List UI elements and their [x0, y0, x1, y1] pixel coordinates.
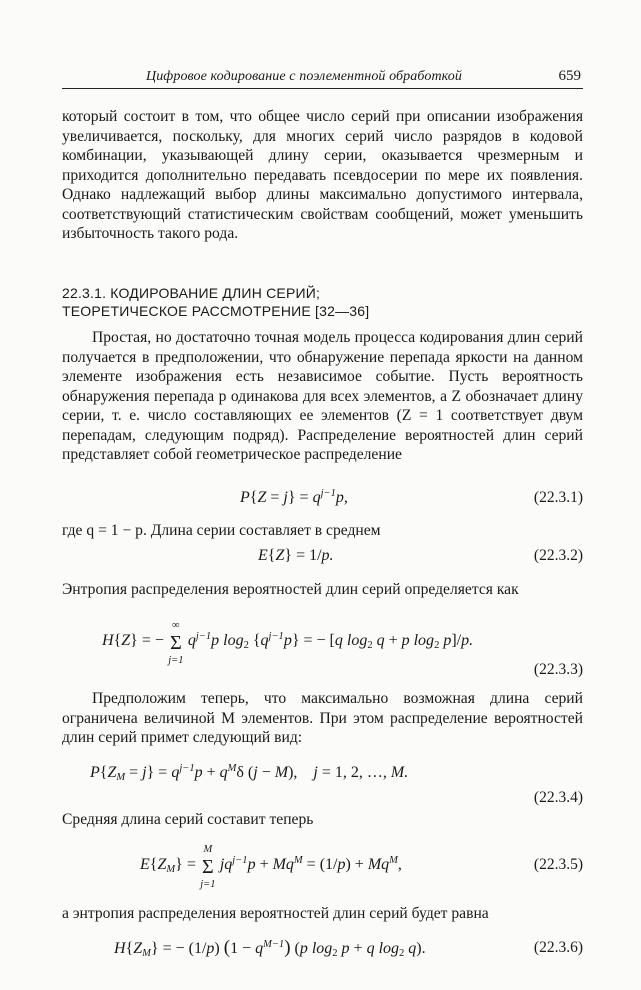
running-title: Цифровое кодирование с поэлементной обработкой — [146, 69, 462, 84]
section-heading — [62, 284, 583, 320]
equation-22-3-3 — [62, 620, 583, 666]
equation-number: (22.3.3) — [533, 661, 583, 678]
paragraph-model: Простая, но достаточно точная модель процесса кодирования длин серий получается в предположении, что обнаружение перепада яркости на данном элементе изображения есть независимое событие. Пусть вероятность обнаружения перепада p одинакова для всех элементов, а Z обозначает длину серии, т. е. число составляющих ее элементов (Z = 1 соответствует двум перепадам, следующим подряд). Распределение вероятностей длин серий представляет собой геометрическое распределение — [62, 329, 583, 463]
equation-22-3-1 — [62, 485, 583, 511]
equation-22-3-5-expression: $E\{Z_M\}$ = M Σ j=1 $jq^{j-1}p + Mq^M = (1/p) + Mq^M$, — [140, 844, 402, 890]
paragraph-entropy-bounded: а энтропия распределения вероятностей длин серий будет равна — [62, 905, 489, 922]
equation-22-3-4-expression: $P\{Z_M = j\} = q^{j-1}p + q^M\delta$ (j − M), j = 1, 2, …, M. — [90, 763, 409, 784]
page-number: 659 — [558, 68, 581, 84]
equation-22-3-3-expression: H{Z} = − ∞ Σ j=1 $q^{j-1}p$ $\log_2 \{q^{j-1}p\}$ = − [q $\log_2 q + p$ $\log_2 p]/p$. — [102, 620, 474, 666]
equation-22-3-6 — [62, 935, 583, 961]
equation-22-3-4 — [62, 760, 583, 786]
equation-number: (22.3.6) — [533, 939, 583, 956]
running-header — [62, 68, 583, 89]
paragraph-continuation: который состоит в том, что общее число серий при описании изображения увеличивается, поскольку, для многих серий число разрядов в кодовой комбинации, указывающей длину серии, оказывается чрезмерным и приходится дополнительно передавать псевдосерии по мере их появления. Однако надлежащий выбор длины максимально допустимого интервала, соответствующий статистическим свойствам сообщений, может уменьшить избыточность такого рода. — [62, 108, 583, 242]
equation-22-3-1-expression: $P\{Z = j\} = q^{j-1}p$, — [240, 488, 348, 506]
equation-22-3-2 — [62, 543, 583, 569]
equation-number: (22.3.1) — [533, 489, 583, 506]
paragraph-where-q: где q = 1 − p. Длина серии составляет в среднем — [62, 522, 381, 539]
section-heading-line-2: ТЕОРЕТИЧЕСКОЕ РАССМОТРЕНИЕ [32—36] — [62, 303, 370, 319]
section-heading-line-1: 22.3.1. КОДИРОВАНИЕ ДЛИН СЕРИЙ; — [62, 285, 321, 301]
sum-symbol: M Σ j=1 — [200, 844, 216, 890]
paragraph-entropy: Энтропия распределения вероятностей длин серий определяется как — [62, 581, 519, 598]
equation-number: (22.3.4) — [533, 789, 583, 806]
equation-number: (22.3.5) — [533, 856, 583, 873]
equation-22-3-2-expression: E{Z} = 1/p. — [258, 547, 334, 564]
equation-22-3-6-expression: $H\{Z_M\}$ = − (1/p) $(1 - q^{M-1})$ (p $\log_2 p + q$ $\log_2 q$). — [114, 937, 426, 960]
paragraph-mean-length: Средняя длина серий составит теперь — [62, 811, 314, 828]
paragraph-max-length: Предположим теперь, что максимально возможная длина серий ограничена величиной M элементов. При этом распределение вероятностей длин серий примет следующий вид: — [62, 690, 583, 746]
equation-number: (22.3.2) — [533, 547, 583, 564]
equation-22-3-5 — [62, 844, 583, 890]
sum-symbol: ∞ Σ j=1 — [168, 620, 184, 666]
